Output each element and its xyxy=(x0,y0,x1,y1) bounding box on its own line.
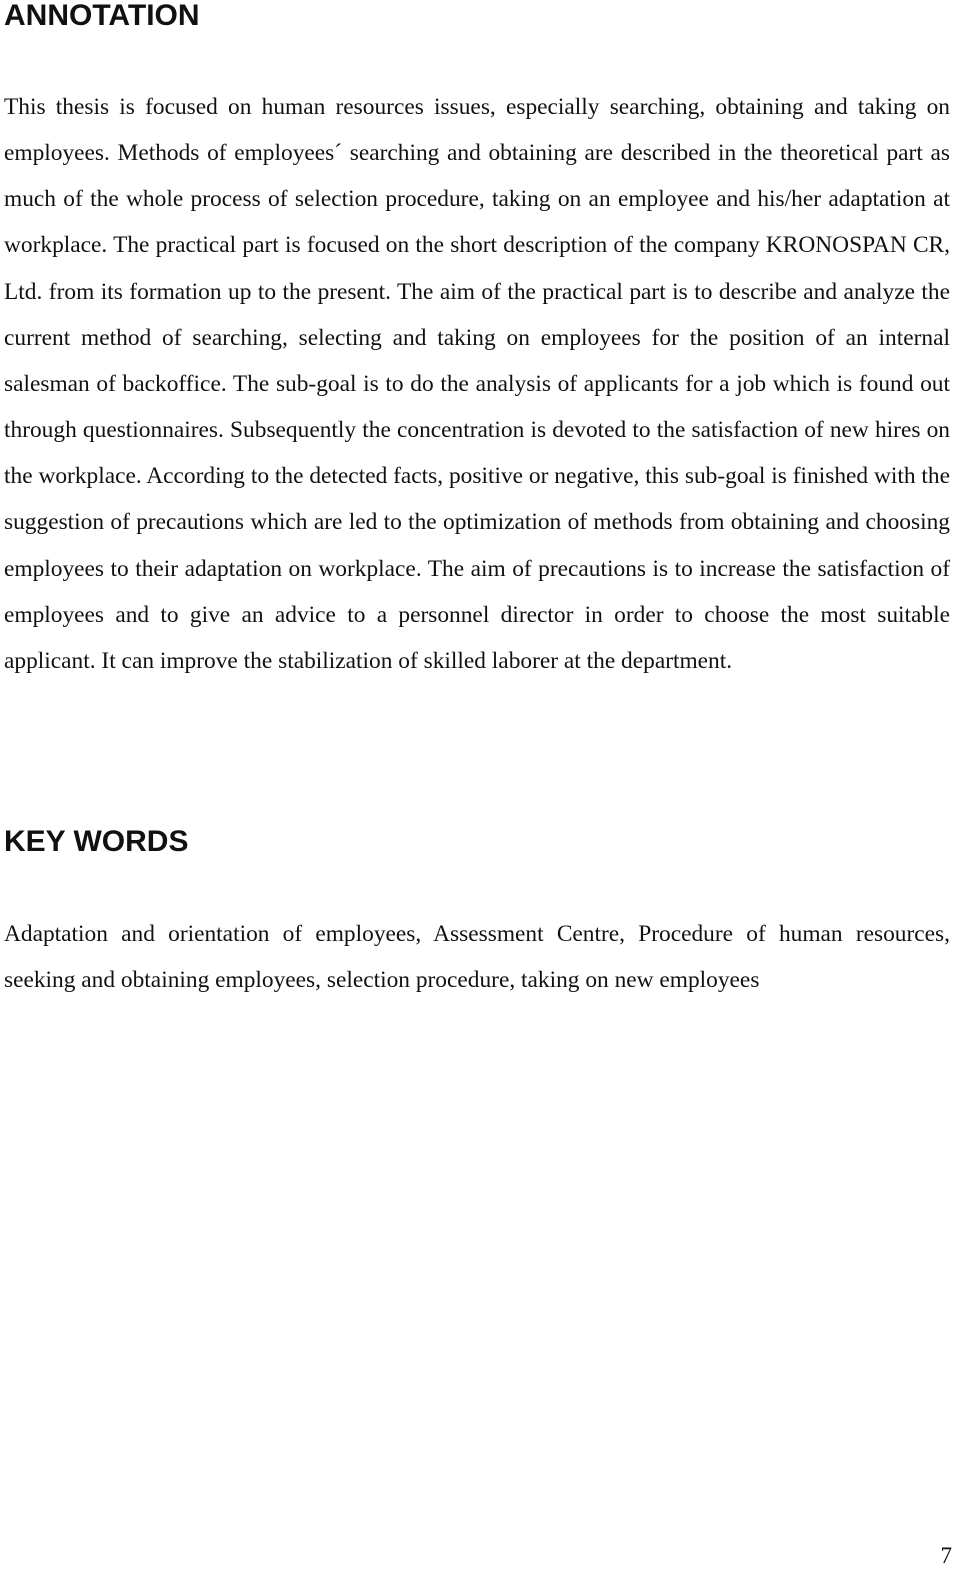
annotation-paragraph: This thesis is focused on human resources issues, especially searching, obtaining and taking on employees. Methods of employees´ searching and obtaining are described in the theoretical part as much of the whole process of selection procedure, taking on an employee and his/her adaptation at workplace. The practical part is focused on the short description of the company KRONOSPAN CR, Ltd. from its formation up to the present. The aim of the practical part is to describe and analyze the current method of searching, selecting and taking on employees for the position of an internal salesman of backoffice. The sub-goal is to do the analysis of applicants for a job which is found out through questionnaires. Subsequently the concentration is devoted to the satisfaction of new hires on the workplace. According to the detected facts, positive or negative, this sub-goal is finished with the suggestion of precautions which are led to the optimization of methods from obtaining and choosing employees to their adaptation on workplace. The aim of precautions is to increase the satisfaction of employees and to give an advice to a personnel director in order to choose the most suitable applicant. It can improve the stabilization of skilled laborer at the department. xyxy=(4,94,950,674)
key-words-paragraph: Adaptation and orientation of employees, Assessment Centre, Procedure of human resources, seeking and obtaining employees, selection procedure, taking on new employees xyxy=(4,921,950,994)
page-number: 7 xyxy=(940,1543,952,1568)
annotation-heading: ANNOTATION xyxy=(4,0,200,32)
key-words-heading: KEY WORDS xyxy=(4,825,189,858)
